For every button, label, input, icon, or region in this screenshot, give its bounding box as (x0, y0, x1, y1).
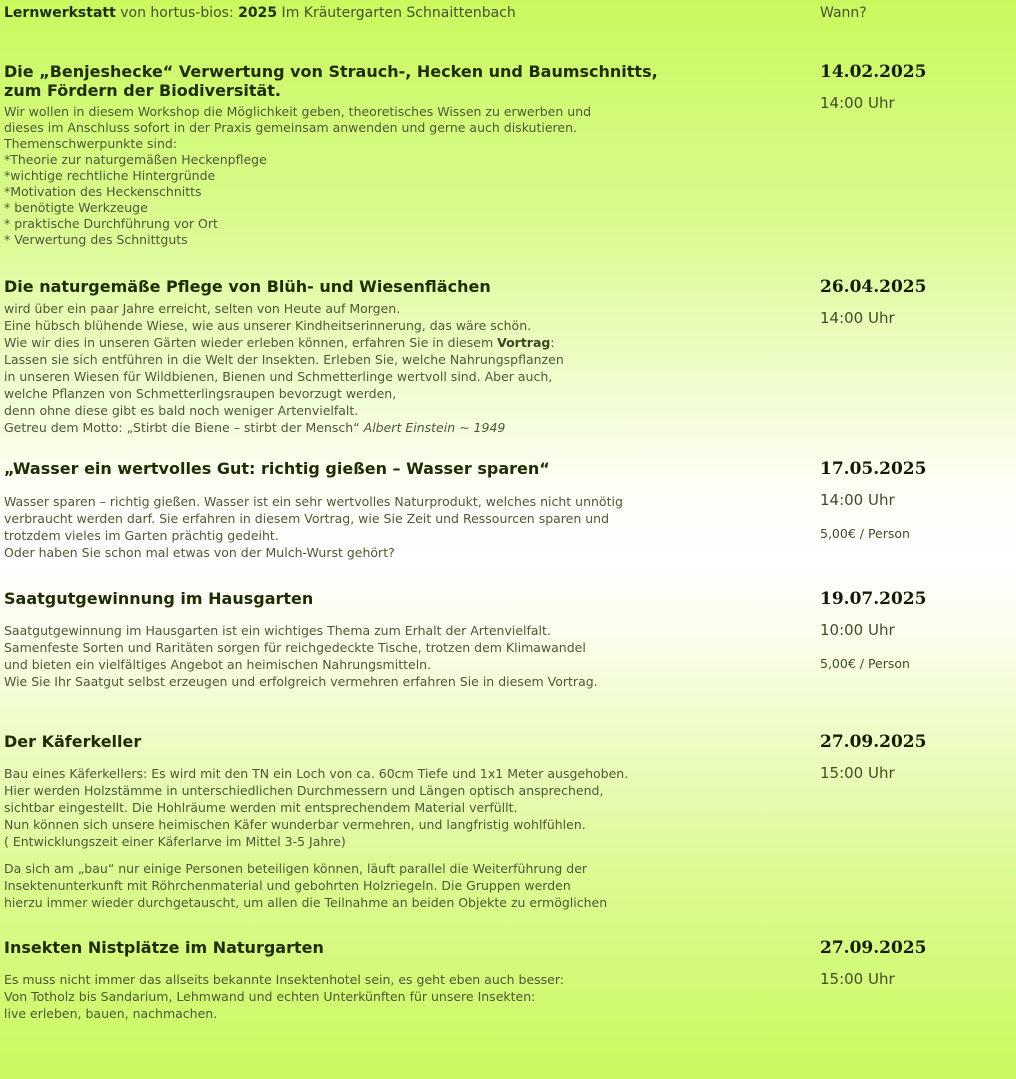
page-title-year: 2025 (238, 5, 278, 21)
text-line: Es muss nicht immer das allseits bekannte Insektenhotel sein, es geht eben auch besser: (4, 972, 564, 987)
event-schedule (820, 459, 1010, 541)
text-segment-bold: Vortrag (497, 335, 551, 350)
text-line: Insektenunterkunft mit Röhrchenmaterial und gebohrten Holzriegeln. Die Gruppen werden (4, 878, 571, 893)
event-time: 14:00 Uhr (820, 94, 895, 112)
event-time: 14:00 Uhr (820, 309, 895, 327)
page-title (4, 5, 516, 21)
text-line (4, 419, 804, 436)
bullet-line: *Motivation des Heckenschnitts (4, 184, 202, 199)
event-schedule (820, 62, 1010, 112)
event-title-line: Die naturgemäße Pflege von Blüh- und Wiesenflächen (4, 277, 491, 296)
bullet-line: * Verwertung des Schnittguts (4, 232, 188, 247)
event-date: 26.04.2025 (820, 277, 927, 297)
page-title-app: Lernwerkstatt (4, 5, 116, 21)
event-schedule (820, 589, 1010, 671)
text-line: wird über ein paar Jahre erreicht, selten von Heute auf Morgen. (4, 301, 401, 316)
text-line: Saatgutgewinnung im Hausgarten ist ein wichtiges Thema zum Erhalt der Artenvielfalt. (4, 623, 551, 638)
text-line: trotzdem vieles im Garten prächtig gedeiht. (4, 528, 279, 543)
text-line: Eine hübsch blühende Wiese, wie aus unserer Kindheitserinnerung, das wäre schön. (4, 318, 532, 333)
event-title-line: „Wasser ein wertvolles Gut: richtig gießen – Wasser sparen“ (4, 459, 550, 478)
event-description (4, 300, 804, 436)
event-content (4, 277, 804, 436)
text-segment: Getreu dem Motto: „Stirbt die Biene – stirbt der Mensch“ (4, 420, 364, 435)
event-price: 5,00€ / Person (820, 656, 910, 671)
text-line: Wasser sparen – richtig gießen. Wasser ist ein sehr wertvolles Naturprodukt, welches nicht unnötig (4, 494, 623, 509)
event-title-line: Der Käferkeller (4, 732, 142, 751)
event-date: 17.05.2025 (820, 459, 927, 479)
event-title (4, 938, 804, 957)
event-date: 14.02.2025 (820, 62, 927, 82)
event-time: 14:00 Uhr (820, 491, 895, 509)
text-line: Lassen sie sich entführen in die Welt der Insekten. Erleben Sie, welche Nahrungspflanzen (4, 352, 564, 367)
text-line: Von Totholz bis Sandarium, Lehmwand und echten Unterkünften für unsere Insekten: (4, 989, 536, 1004)
text-line: Bau eines Käferkellers: Es wird mit den TN ein Loch von ca. 60cm Tiefe und 1x1 Meter ausgehoben. (4, 766, 629, 781)
text-line: dieses im Anschluss sofort in der Praxis gemeinsam anwenden und gerne auch diskutieren. (4, 120, 577, 135)
text-line: Samenfeste Sorten und Raritäten sorgen für reichgedeckte Tische, trotzen dem Klimawandel (4, 640, 586, 655)
text-line: und bieten ein vielfältiges Angebot an heimischen Nahrungsmitteln. (4, 657, 432, 672)
event-title-line: Saatgutgewinnung im Hausgarten (4, 589, 314, 608)
event-description (4, 971, 804, 1022)
text-line: ( Entwicklungszeit einer Käferlarve im Mittel 3-5 Jahre) (4, 834, 346, 849)
text-line: sichtbar eingestellt. Die Hohlräume werden mit entsprechendem Material verfüllt. (4, 800, 518, 815)
event-description (4, 622, 804, 690)
event-schedule (820, 938, 1010, 988)
text-line: Hier werden Holzstämme in unterschiedlichen Durchmessern und Längen optisch ansprechend, (4, 783, 604, 798)
bullet-line: * praktische Durchführung vor Ort (4, 216, 218, 231)
event-date: 27.09.2025 (820, 938, 927, 958)
event-time: 15:00 Uhr (820, 764, 895, 782)
event-title-line: Insekten Nistplätze im Naturgarten (4, 938, 324, 957)
bullet-line: *Theorie zur naturgemäßen Heckenpflege (4, 152, 267, 167)
text-line: Wir wollen in diesem Workshop die Möglichkeit geben, theoretisches Wissen zu erwerben und (4, 104, 592, 119)
event-title (4, 277, 804, 296)
text-line: Da sich am „bau“ nur einige Personen beteiligen können, läuft parallel die Weiterführung der (4, 861, 588, 876)
text-segment-italic: Albert Einstein ~ 1949 (363, 420, 506, 435)
event-time: 10:00 Uhr (820, 621, 895, 639)
text-segment: : (550, 335, 555, 350)
text-line: in unseren Wiesen für Wildbienen, Bienen und Schmetterlinge wertvoll sind. Aber auch, (4, 369, 553, 384)
text-line: verbraucht werden darf. Sie erfahren in diesem Vortrag, wie Sie Zeit und Ressourcen sparen und (4, 511, 610, 526)
event-date: 19.07.2025 (820, 589, 927, 609)
event-content (4, 62, 804, 248)
text-line: Wie Sie Ihr Saatgut selbst erzeugen und erfolgreich vermehren erfahren Sie in diesem Vortrag. (4, 674, 598, 689)
event-description-paragraph-2 (4, 860, 804, 911)
text-line: Oder haben Sie schon mal etwas von der Mulch-Wurst gehört? (4, 545, 395, 560)
event-description (4, 104, 804, 248)
event-date: 27.09.2025 (820, 732, 927, 752)
event-title-line: Die „Benjeshecke“ Verwertung von Strauch-, Hecken und Baumschnitts, (4, 62, 658, 81)
text-line: live erleben, bauen, nachmachen. (4, 1006, 218, 1021)
event-content (4, 459, 804, 561)
text-line: denn ohne diese gibt es bald noch weniger Artenvielfalt. (4, 403, 359, 418)
page-title-mid: von hortus-bios: (115, 5, 239, 21)
event-title (4, 62, 804, 100)
wann-column-header: Wann? (820, 5, 867, 21)
event-title (4, 589, 804, 608)
text-line (4, 334, 804, 351)
bullet-line: * benötigte Werkzeuge (4, 200, 148, 215)
text-segment: Wie wir dies in unseren Gärten wieder erleben können, erfahren Sie in diesem (4, 335, 498, 350)
event-title-line: zum Fördern der Biodiversität. (4, 81, 281, 100)
event-description (4, 493, 804, 561)
text-line: hierzu immer wieder durchgetauscht, um allen die Teilnahme an beiden Objekte zu ermöglichen (4, 895, 608, 910)
event-content (4, 732, 804, 911)
event-description (4, 765, 804, 911)
bullet-line: *wichtige rechtliche Hintergründe (4, 168, 216, 183)
event-price: 5,00€ / Person (820, 526, 910, 541)
event-content (4, 589, 804, 690)
text-line: Nun können sich unsere heimischen Käfer wunderbar vermehren, und langfristig wohlfühlen. (4, 817, 586, 832)
event-title (4, 732, 804, 751)
event-content (4, 938, 804, 1022)
text-line: welche Pflanzen von Schmetterlingsraupen bevorzugt werden, (4, 386, 397, 401)
event-schedule (820, 277, 1010, 327)
event-schedule (820, 732, 1010, 782)
text-line: Themenschwerpunkte sind: (4, 136, 178, 151)
event-title (4, 459, 804, 478)
event-time: 15:00 Uhr (820, 970, 895, 988)
page-title-location: Im Kräutergarten Schnaittenbach (277, 5, 516, 21)
